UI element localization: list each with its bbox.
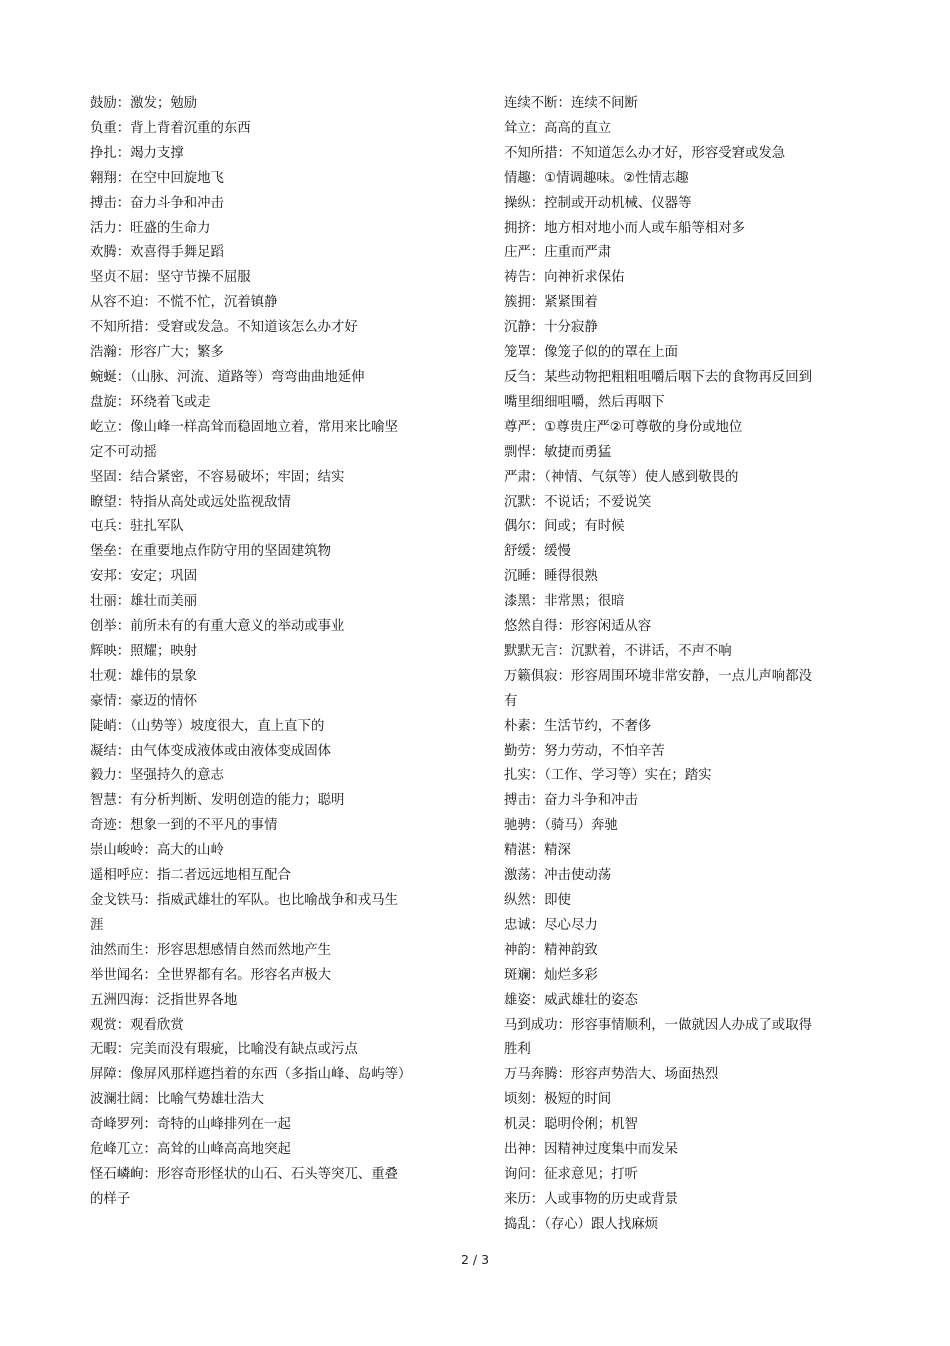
vocab-entry: 尊严：①尊贵庄严②可尊敬的身份或地位 [504, 419, 743, 435]
vocab-entry: 偶尔：间或；有时候 [504, 519, 625, 535]
vocab-entry: 耸立：高高的直立 [504, 120, 612, 136]
vocab-entry: 机灵：聪明伶俐；机智 [504, 1117, 638, 1133]
vocab-entry: 不知所措：受窘或发急。不知道该怎么办才好 [90, 320, 358, 336]
vocab-entry: 堡垒：在重要地点作防守用的坚固建筑物 [90, 544, 332, 560]
vocab-entry: 陡峭：（山势等）坡度很大，直上直下的 [90, 718, 325, 734]
vocab-entry: 顷刻：极短的时间 [504, 1092, 612, 1108]
vocab-entry: 剽悍：敏捷而勇猛 [504, 444, 612, 460]
vocab-entry: 情趣：①情调趣味。②性情志趣 [504, 170, 689, 186]
vocab-entry: 屏障：像屏风那样遮挡着的东西（多指山峰、岛屿等） [90, 1067, 412, 1083]
page-number: 2 / 3 [460, 1252, 490, 1267]
vocab-entry: 扎实：（工作、学习等）实在；踏实 [504, 768, 712, 784]
vocab-entry: 雄姿：威武雄壮的姿态 [504, 992, 638, 1008]
vocab-entry: 浩瀚：形容广大；繁多 [90, 345, 224, 361]
vocab-entry: 来历：人或事物的历史或背景 [504, 1191, 679, 1207]
vocab-entry: 壮观：雄伟的景象 [90, 668, 198, 684]
vocab-entry: 悠然自得：形容闲适从容 [504, 619, 652, 635]
vocab-entry: 屯兵：驻扎军队 [90, 519, 184, 535]
vocab-entry: 朴素：生活节约，不奢侈 [504, 718, 652, 734]
vocab-entry: 欢腾：欢喜得手舞足蹈 [90, 245, 224, 261]
vocab-entry: 斑斓：灿烂多彩 [504, 967, 598, 983]
vocab-entry: 拥挤：地方相对地小而人或车船等相对多 [504, 220, 746, 236]
left-vocab-column [90, 92, 412, 1213]
vocab-entry: 崇山峻岭：高大的山岭 [90, 843, 224, 859]
vocab-entry: 舒缓：缓慢 [504, 544, 571, 560]
vocab-entry: 瞭望：特指从高处或远处监视敌情 [90, 494, 291, 510]
vocab-entry: 活力：旺盛的生命力 [90, 220, 211, 236]
vocab-entry: 坚固：结合紧密，不容易破坏；牢固；结实 [90, 469, 345, 485]
vocab-entry: 万马奔腾：形容声势浩大、场面热烈 [504, 1067, 719, 1083]
vocab-entry: 波澜壮阔：比喻气势雄壮浩大 [90, 1092, 265, 1108]
vocab-entry: 安邦：安定；巩固 [90, 569, 198, 585]
vocab-entry: 无暇：完美而没有瑕疵，比喻没有缺点或污点 [90, 1042, 358, 1058]
vocab-entry: 盘旋：环绕着飞或走 [90, 394, 211, 410]
vocab-entry: 漆黑：非常黑；很暗 [504, 594, 625, 610]
vocab-entry: 遥相呼应：指二者远远地相互配合 [90, 868, 291, 884]
vocab-entry: 反刍：某些动物把粗粗咀嚼后咽下去的食物再反回到嘴里细细咀嚼，然后再咽下 [504, 369, 812, 410]
vocab-entry: 精湛：精深 [504, 843, 571, 859]
vocab-entry: 默默无言：沉默着，不讲话，不声不响 [504, 643, 732, 659]
vocab-entry: 祷告：向神祈求保佑 [504, 270, 625, 286]
vocab-entry: 负重：背上背着沉重的东西 [90, 120, 251, 136]
vocab-entry: 翱翔：在空中回旋地飞 [90, 170, 224, 186]
vocab-entry: 奇迹：想象一到的不平凡的事情 [90, 818, 278, 834]
vocab-entry: 从容不迫：不慌不忙，沉着镇静 [90, 295, 278, 311]
vocab-entry: 纵然：即使 [504, 893, 571, 908]
vocab-entry: 沉睡：睡得很熟 [504, 569, 598, 585]
vocab-entry: 驰骋：（骑马）奔驰 [504, 818, 618, 834]
vocab-entry: 金戈铁马：指威武雄壮的军队。也比喻战争和戎马生涯 [90, 893, 398, 933]
vocab-entry: 激荡：冲击使动荡 [504, 868, 612, 884]
vocab-entry: 连续不断：连续不间断 [504, 96, 638, 111]
vocab-entry: 危峰兀立：高耸的山峰高高地突起 [90, 1142, 291, 1158]
vocab-entry: 辉映：照耀；映射 [90, 643, 198, 659]
right-vocab-column [504, 92, 824, 1238]
vocab-entry: 毅力：坚强持久的意志 [90, 768, 224, 784]
vocab-entry: 严肃：（神情、气氛等）使人感到敬畏的 [504, 469, 739, 485]
vocab-entry: 马到成功：形容事情顺利，一做就因人办成了或取得胜利 [504, 1017, 812, 1058]
vocab-entry: 挣扎：竭力支撑 [90, 145, 184, 161]
vocab-entry: 神韵：精神韵致 [504, 942, 598, 958]
vocab-entry: 捣乱：（存心）跟人找麻烦 [504, 1216, 658, 1232]
vocab-entry: 举世闻名：全世界都有名。形容名声极大 [90, 967, 332, 983]
vocab-entry: 笼罩：像笼子似的的罩在上面 [504, 345, 679, 361]
vocab-entry: 观赏：观看欣赏 [90, 1017, 184, 1033]
vocab-entry: 怪石嶙峋：形容奇形怪状的山石、石头等突兀、重叠的样子 [90, 1166, 398, 1207]
vocab-entry: 忠诚：尽心尽力 [504, 917, 598, 933]
vocab-entry: 油然而生：形容思想感情自然而然地产生 [90, 942, 332, 958]
vocab-entry: 蜿蜒：（山脉、河流、道路等）弯弯曲曲地延伸 [90, 369, 365, 385]
vocab-entry: 奇峰罗列：奇特的山峰排列在一起 [90, 1117, 291, 1133]
vocab-entry: 沉默：不说话；不爱说笑 [504, 494, 652, 510]
vocab-entry: 出神：因精神过度集中而发呆 [504, 1142, 679, 1158]
vocab-entry: 坚贞不屈：坚守节操不屈服 [90, 270, 251, 286]
vocab-entry: 沉静：十分寂静 [504, 320, 598, 336]
vocab-entry: 勤劳：努力劳动，不怕辛苦 [504, 743, 665, 759]
vocab-entry: 智慧：有分析判断、发明创造的能力；聪明 [90, 793, 345, 809]
vocab-entry: 万籁俱寂：形容周围环境非常安静，一点儿声响都没有 [504, 668, 812, 709]
vocab-entry: 凝结：由气体变成液体或由液体变成固体 [90, 743, 332, 759]
vocab-entry: 不知所措：不知道怎么办才好，形容受窘或发急 [504, 145, 786, 161]
vocab-entry: 簇拥：紧紧围着 [504, 295, 598, 311]
vocab-entry: 壮丽：雄壮而美丽 [90, 594, 198, 610]
vocab-entry: 屹立：像山峰一样高耸而稳固地立着，常用来比喻坚定不可动摇 [90, 419, 398, 460]
vocab-entry: 搏击：奋力斗争和冲击 [504, 793, 638, 809]
vocab-entry: 操纵：控制或开动机械、仪器等 [504, 195, 692, 211]
vocab-entry: 五洲四海：泛指世界各地 [90, 992, 238, 1008]
vocab-entry: 豪情：豪迈的情怀 [90, 693, 198, 709]
vocab-entry: 询问：征求意见；打听 [504, 1166, 638, 1182]
vocab-entry: 庄严：庄重而严肃 [504, 245, 612, 261]
vocab-entry: 创举：前所未有的有重大意义的举动或事业 [90, 619, 345, 635]
vocab-entry: 搏击：奋力斗争和冲击 [90, 195, 224, 211]
vocab-entry: 鼓励：激发；勉励 [90, 96, 198, 111]
